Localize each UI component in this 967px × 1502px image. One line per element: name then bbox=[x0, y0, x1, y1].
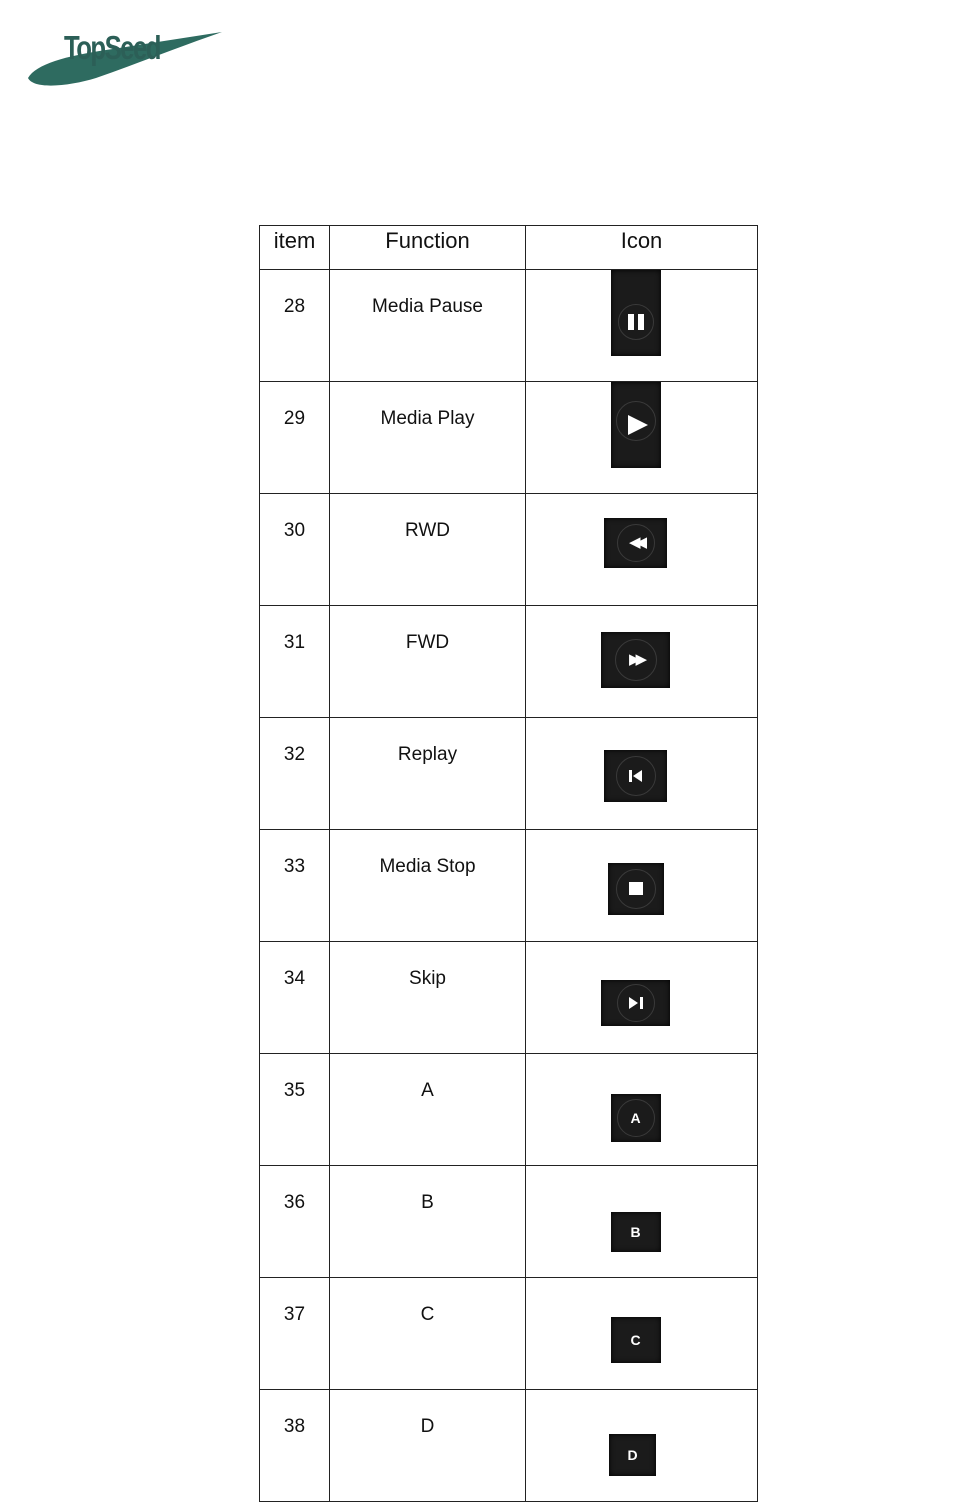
play-icon bbox=[611, 382, 661, 468]
function-name: Media Play bbox=[330, 382, 526, 494]
icon-cell bbox=[526, 942, 758, 1054]
topseed-logo bbox=[26, 28, 226, 90]
header-function: Function bbox=[330, 226, 526, 270]
table-row bbox=[260, 1054, 758, 1166]
header-item: item bbox=[260, 226, 330, 270]
icon-cell bbox=[526, 1278, 758, 1390]
icon-cell bbox=[526, 606, 758, 718]
table-row bbox=[260, 1166, 758, 1278]
function-name: Replay bbox=[330, 718, 526, 830]
item-number: 33 bbox=[260, 830, 330, 942]
function-name: Media Pause bbox=[330, 270, 526, 382]
item-number: 36 bbox=[260, 1166, 330, 1278]
item-number: 34 bbox=[260, 942, 330, 1054]
function-name: D bbox=[330, 1390, 526, 1502]
function-name: A bbox=[330, 1054, 526, 1166]
table-row bbox=[260, 1390, 758, 1502]
header-icon: Icon bbox=[526, 226, 758, 270]
function-name: FWD bbox=[330, 606, 526, 718]
table-row bbox=[260, 1278, 758, 1390]
icon-cell bbox=[526, 830, 758, 942]
item-number: 30 bbox=[260, 494, 330, 606]
table-row bbox=[260, 606, 758, 718]
b-button-icon: B bbox=[611, 1212, 661, 1252]
table-row bbox=[260, 270, 758, 382]
item-number: 38 bbox=[260, 1390, 330, 1502]
a-button-icon: A bbox=[611, 1094, 661, 1142]
icon-cell bbox=[526, 270, 758, 382]
item-number: 32 bbox=[260, 718, 330, 830]
icon-cell bbox=[526, 1054, 758, 1166]
skip-icon bbox=[601, 980, 670, 1026]
icon-function-table bbox=[259, 225, 758, 1502]
pause-icon bbox=[611, 270, 661, 356]
item-number: 29 bbox=[260, 382, 330, 494]
logo-text: TopSeed bbox=[64, 29, 160, 66]
function-name: B bbox=[330, 1166, 526, 1278]
item-number: 31 bbox=[260, 606, 330, 718]
rewind-icon: ◀◀ bbox=[604, 518, 667, 568]
icon-cell bbox=[526, 382, 758, 494]
table-header-row bbox=[260, 226, 758, 270]
fast-forward-icon: ▶▶ bbox=[601, 632, 670, 688]
c-button-icon: C bbox=[611, 1317, 661, 1363]
replay-icon bbox=[604, 750, 667, 802]
item-number: 28 bbox=[260, 270, 330, 382]
table-row bbox=[260, 830, 758, 942]
icon-cell bbox=[526, 1166, 758, 1278]
item-number: 37 bbox=[260, 1278, 330, 1390]
icon-cell bbox=[526, 1390, 758, 1502]
table-row bbox=[260, 494, 758, 606]
table-row bbox=[260, 718, 758, 830]
icon-cell bbox=[526, 494, 758, 606]
table-row bbox=[260, 382, 758, 494]
item-number: 35 bbox=[260, 1054, 330, 1166]
function-name: Skip bbox=[330, 942, 526, 1054]
icon-cell bbox=[526, 718, 758, 830]
stop-icon bbox=[608, 863, 664, 915]
function-name: C bbox=[330, 1278, 526, 1390]
function-name: RWD bbox=[330, 494, 526, 606]
table-row bbox=[260, 942, 758, 1054]
function-name: Media Stop bbox=[330, 830, 526, 942]
d-button-icon: D bbox=[609, 1434, 656, 1476]
